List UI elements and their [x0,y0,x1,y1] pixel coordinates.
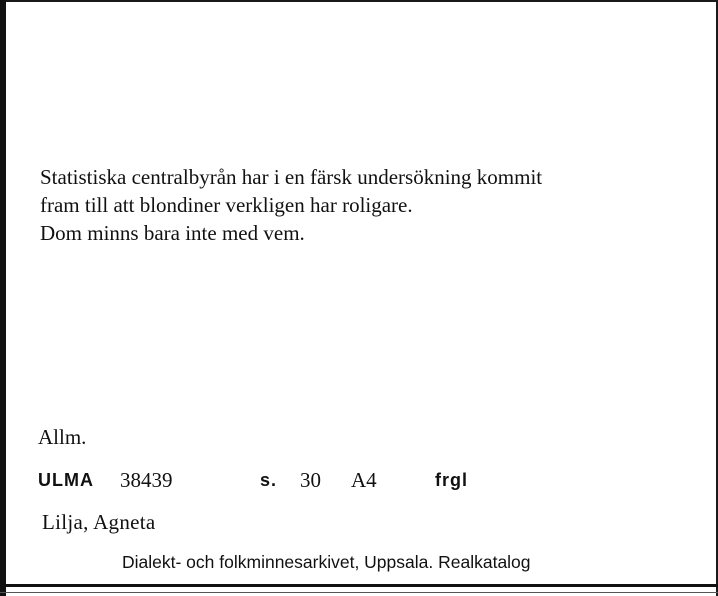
card-border-top [0,0,718,2]
archive-metadata-row [38,466,698,496]
category-label: Allm. [38,425,87,449]
card-text-line: fram till att blondiner verkligen har roligare. [40,193,413,217]
card-border-bottom [0,584,718,587]
page-number: 30 [300,468,321,492]
author-name: Lilja, Agneta [42,510,156,534]
paper-format: A4 [351,468,377,492]
card-text-line: Dom minns bara inte med vem. [40,221,305,245]
card-text [40,163,700,247]
card-text-line: Statistiska centralbyrån har i en färsk undersökning kommit [40,165,543,189]
card-border-bottom-thin [0,592,718,593]
archive-code: ULMA [38,470,94,490]
archive-footer: Dialekt- och folkminnesarkivet, Uppsala. Realkatalog [122,552,531,572]
archive-number: 38439 [120,468,173,492]
page-label: s. [260,470,278,490]
genre-code: frgl [435,470,468,490]
card-border-left [0,0,6,596]
